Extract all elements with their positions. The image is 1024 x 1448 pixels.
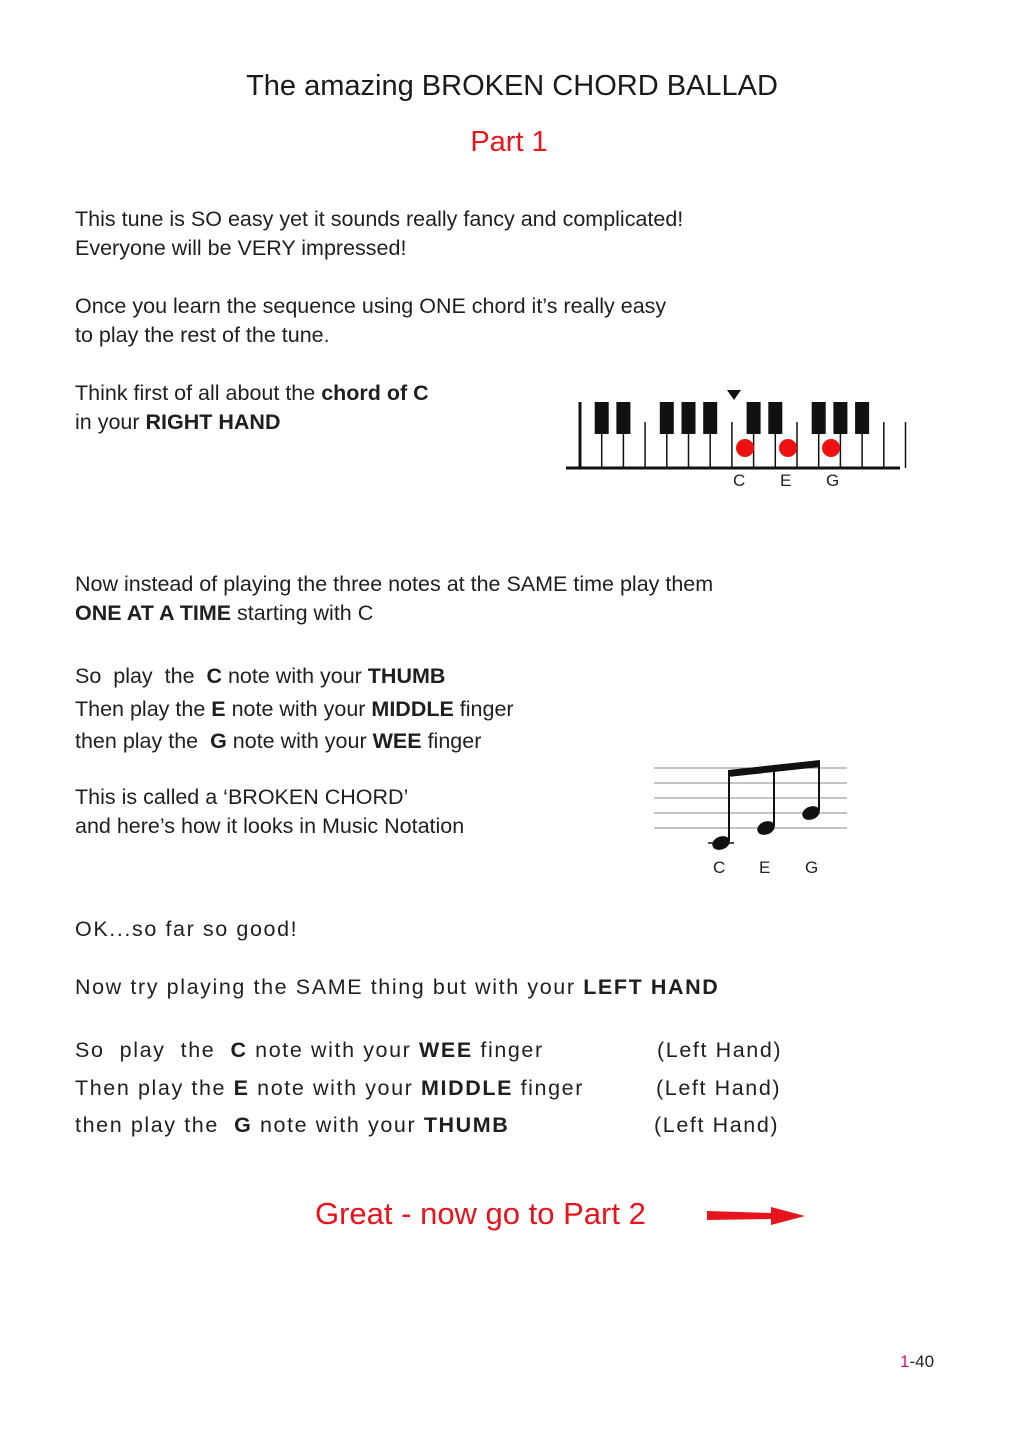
step-finger: WEE xyxy=(419,1038,473,1062)
page-current: 1 xyxy=(900,1352,910,1371)
step-text: note with your xyxy=(222,664,368,688)
step-finger: THUMB xyxy=(423,1113,510,1137)
intro-paragraph-1 xyxy=(75,205,683,263)
note-dot-e xyxy=(779,439,797,457)
step-text: note with your xyxy=(249,1076,422,1100)
right-arrow-icon[interactable] xyxy=(705,1205,807,1229)
notation-label-c: C xyxy=(713,858,726,877)
broken-chord-paragraph xyxy=(75,783,464,841)
one-at-a-time-rest: starting with C xyxy=(231,601,374,625)
key-label-g: G xyxy=(826,471,840,490)
left-hand-tag: (Left Hand) xyxy=(656,1076,782,1100)
step-note: E xyxy=(211,696,226,721)
step-note: C xyxy=(230,1038,248,1062)
left-hand-step xyxy=(75,1076,584,1101)
step-text: So play the xyxy=(75,1038,231,1062)
black-key xyxy=(616,402,630,434)
step-text: Then play the xyxy=(75,1076,234,1100)
chord-text: Think first of all about the xyxy=(75,381,322,405)
one-at-a-time-line: Now instead of playing the three notes at the SAME time play them xyxy=(75,572,714,596)
step-text: finger xyxy=(513,1076,584,1100)
step-text: So play the xyxy=(75,664,207,688)
left-hand-step xyxy=(75,1038,544,1063)
step-text: note with your xyxy=(252,1113,424,1137)
hand-bold: RIGHT HAND xyxy=(145,410,281,434)
step-text: then play the xyxy=(75,1113,235,1137)
one-at-a-time-paragraph xyxy=(75,570,713,628)
black-key xyxy=(660,402,674,434)
black-key xyxy=(747,402,761,434)
right-hand-steps xyxy=(75,660,514,758)
black-key xyxy=(703,402,717,434)
step-finger: WEE xyxy=(372,729,422,753)
step-text: then play the xyxy=(75,729,211,753)
step-row xyxy=(75,660,514,693)
music-notation xyxy=(650,755,850,855)
note-dot-g xyxy=(822,439,840,457)
key-label-e: E xyxy=(780,471,792,490)
try-left-hand-line xyxy=(75,975,719,1000)
chord-bold: chord of C xyxy=(321,381,429,405)
step-finger: THUMB xyxy=(367,664,446,688)
intro-line: Everyone will be VERY impressed! xyxy=(75,236,407,260)
intro-line: This tune is SO easy yet it sounds really fancy and complicated! xyxy=(75,207,684,231)
try-bold: LEFT HAND xyxy=(583,975,720,999)
page-number xyxy=(900,1352,934,1372)
left-hand-step xyxy=(75,1113,509,1138)
key-label-c: C xyxy=(733,471,746,490)
black-key xyxy=(855,402,869,434)
black-key xyxy=(812,402,826,434)
note-dot-c xyxy=(736,439,754,457)
step-text: note with your xyxy=(225,696,372,721)
left-hand-tag: (Left Hand) xyxy=(657,1038,783,1062)
intro-line: Once you learn the sequence using ONE chord it’s really easy xyxy=(75,294,667,318)
black-key xyxy=(833,402,847,434)
step-finger: MIDDLE xyxy=(371,696,454,721)
step-note: C xyxy=(206,664,222,688)
step-row xyxy=(75,725,514,758)
next-part-link[interactable]: Great - now go to Part 2 xyxy=(315,1196,646,1231)
step-text: Then play the xyxy=(75,696,212,721)
step-text: note with your xyxy=(247,1038,420,1062)
step-text: finger xyxy=(472,1038,544,1062)
black-key xyxy=(682,402,696,434)
step-text: finger xyxy=(421,729,482,753)
step-text: finger xyxy=(453,696,514,721)
notation-label-g: G xyxy=(805,858,819,877)
notation-label-e: E xyxy=(759,858,771,877)
step-finger: MIDDLE xyxy=(421,1076,514,1100)
part-heading: Part 1 xyxy=(470,126,548,158)
black-key xyxy=(768,402,782,434)
hand-text: in your xyxy=(75,410,146,434)
intro-line: to play the rest of the tune. xyxy=(75,323,330,347)
step-note: E xyxy=(233,1076,250,1100)
middle-c-marker-icon xyxy=(727,390,741,400)
page-total: -40 xyxy=(909,1352,935,1371)
step-text: note with your xyxy=(226,729,373,753)
broken-chord-line: This is called a ‘BROKEN CHORD’ xyxy=(75,785,409,809)
ok-line: OK...so far so good! xyxy=(75,917,299,941)
intro-paragraph-2 xyxy=(75,292,666,350)
chord-instruction xyxy=(75,379,429,437)
left-hand-tag: (Left Hand) xyxy=(654,1113,780,1137)
step-note: G xyxy=(210,729,227,753)
black-key xyxy=(595,402,609,434)
one-at-a-time-bold: ONE AT A TIME xyxy=(75,601,232,625)
step-note: G xyxy=(234,1113,253,1137)
try-text: Now try playing the SAME thing but with your xyxy=(75,975,584,999)
step-row xyxy=(75,693,514,726)
broken-chord-line: and here’s how it looks in Music Notation xyxy=(75,814,465,838)
page-title: The amazing BROKEN CHORD BALLAD xyxy=(246,70,778,102)
